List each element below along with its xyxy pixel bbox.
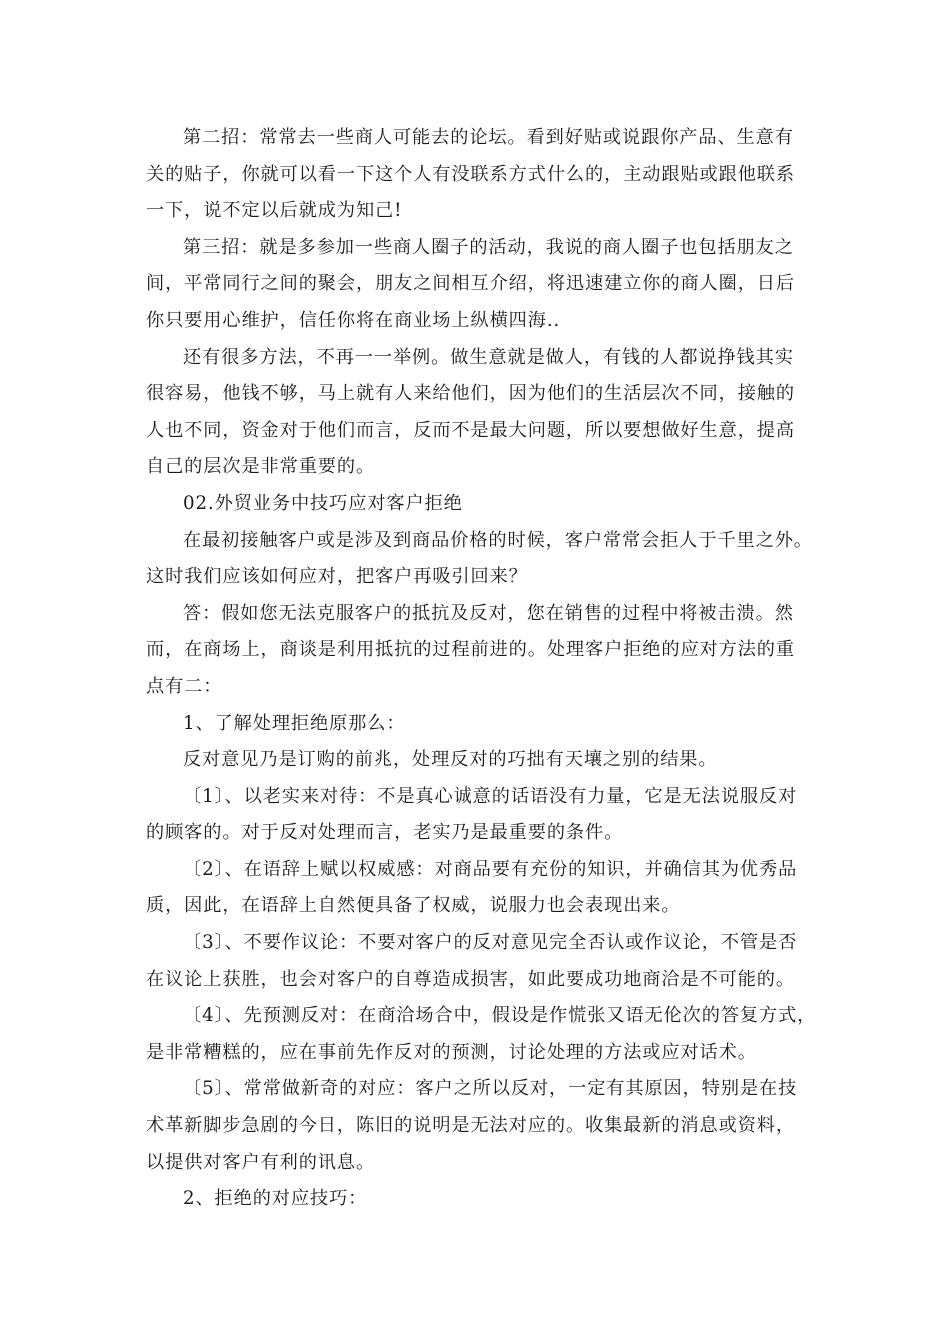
text-line: 02.外贸业务中技巧应对客户拒绝 <box>183 492 463 514</box>
text-line: 点有二： <box>146 675 223 697</box>
text-line: 间，平常同行之间的聚会，朋友之间相互介绍，将迅速建立你的商人圈，日后 <box>146 273 795 295</box>
text-line: 而，在商场上，商谈是利用抵抗的过程前进的。处理客户拒绝的应对方法的重 <box>146 639 795 661</box>
text-line: 是非常糟糕的，应在事前先作反对的预测，讨论处理的方法或应对话术。 <box>146 1041 757 1063</box>
text-line: 这时我们应该如何应对，把客户再吸引回来？ <box>146 566 528 588</box>
text-line: 的顾客的。对于反对处理而言，老实乃是最重要的条件。 <box>146 822 624 844</box>
text-line: 在议论上获胜，也会对客户的自尊造成损害，如此要成功地商洽是不可能的。 <box>146 968 795 990</box>
text-line: 〔5〕、常常做新奇的对应：客户之所以反对，一定有其原因，特别是在技 <box>183 1078 798 1100</box>
text-line: 质，因此，在语辞上自然便具备了权威，说服力也会表现出来。 <box>146 895 681 917</box>
text-line: 第三招：就是多参加一些商人圈子的活动，我说的商人圈子也包括朋友之 <box>183 236 794 258</box>
text-line: 还有很多方法，不再一一举例。做生意就是做人，有钱的人都说挣钱其实 <box>183 346 794 368</box>
text-line: 〔2〕、在语辞上赋以权威感：对商品要有充份的知识，并确信其为优秀品 <box>183 858 798 880</box>
text-line: 答：假如您无法克服客户的抵抗及反对，您在销售的过程中将被击溃。然 <box>183 602 794 624</box>
text-line: 术革新脚步急剧的今日，陈旧的说明是无法对应的。收集最新的消息或资料， <box>146 1115 795 1137</box>
text-line: 反对意见乃是订购的前兆，处理反对的巧拙有天壤之别的结果。 <box>183 749 718 771</box>
text-line: 〔4〕、先预测反对：在商洽场合中，假设是作慌张又语无伦次的答复方式， <box>183 1005 817 1027</box>
text-line: 一下，说不定以后就成为知己! <box>146 200 403 222</box>
text-line: 〔1〕、以老实来对待：不是真心诚意的话语没有力量，它是无法说服反对 <box>183 785 798 807</box>
text-line: 〔3〕、不要作议论：不要对客户的反对意见完全否认或作议论，不管是否 <box>183 932 798 954</box>
text-line: 以提供对客户有利的讯息。 <box>146 1151 376 1173</box>
text-line: 第二招：常常去一些商人可能去的论坛。看到好贴或说跟你产品、生意有 <box>183 127 794 148</box>
text-line: 很容易，他钱不够，马上就有人来给他们，因为他们的生活层次不同，接触的 <box>146 383 795 405</box>
text-line: 你只要用心维护，信任你将在商业场上纵横四海.. <box>146 309 561 331</box>
document-body <box>146 120 826 1218</box>
text-line: 在最初接触客户或是涉及到商品价格的时候，客户常常会拒人于千里之外。 <box>183 529 813 551</box>
text-line: 2、拒绝的对应技巧： <box>183 1188 368 1210</box>
text-line: 1、了解处理拒绝原那么： <box>183 712 406 734</box>
text-line: 自己的层次是非常重要的。 <box>146 456 376 478</box>
text-line: 关的贴子，你就可以看一下这个人有没联系方式什么的，主动跟贴或跟他联系 <box>146 163 795 185</box>
text-line: 人也不同，资金对于他们而言，反而不是最大问题，所以要想做好生意，提高 <box>146 419 795 441</box>
